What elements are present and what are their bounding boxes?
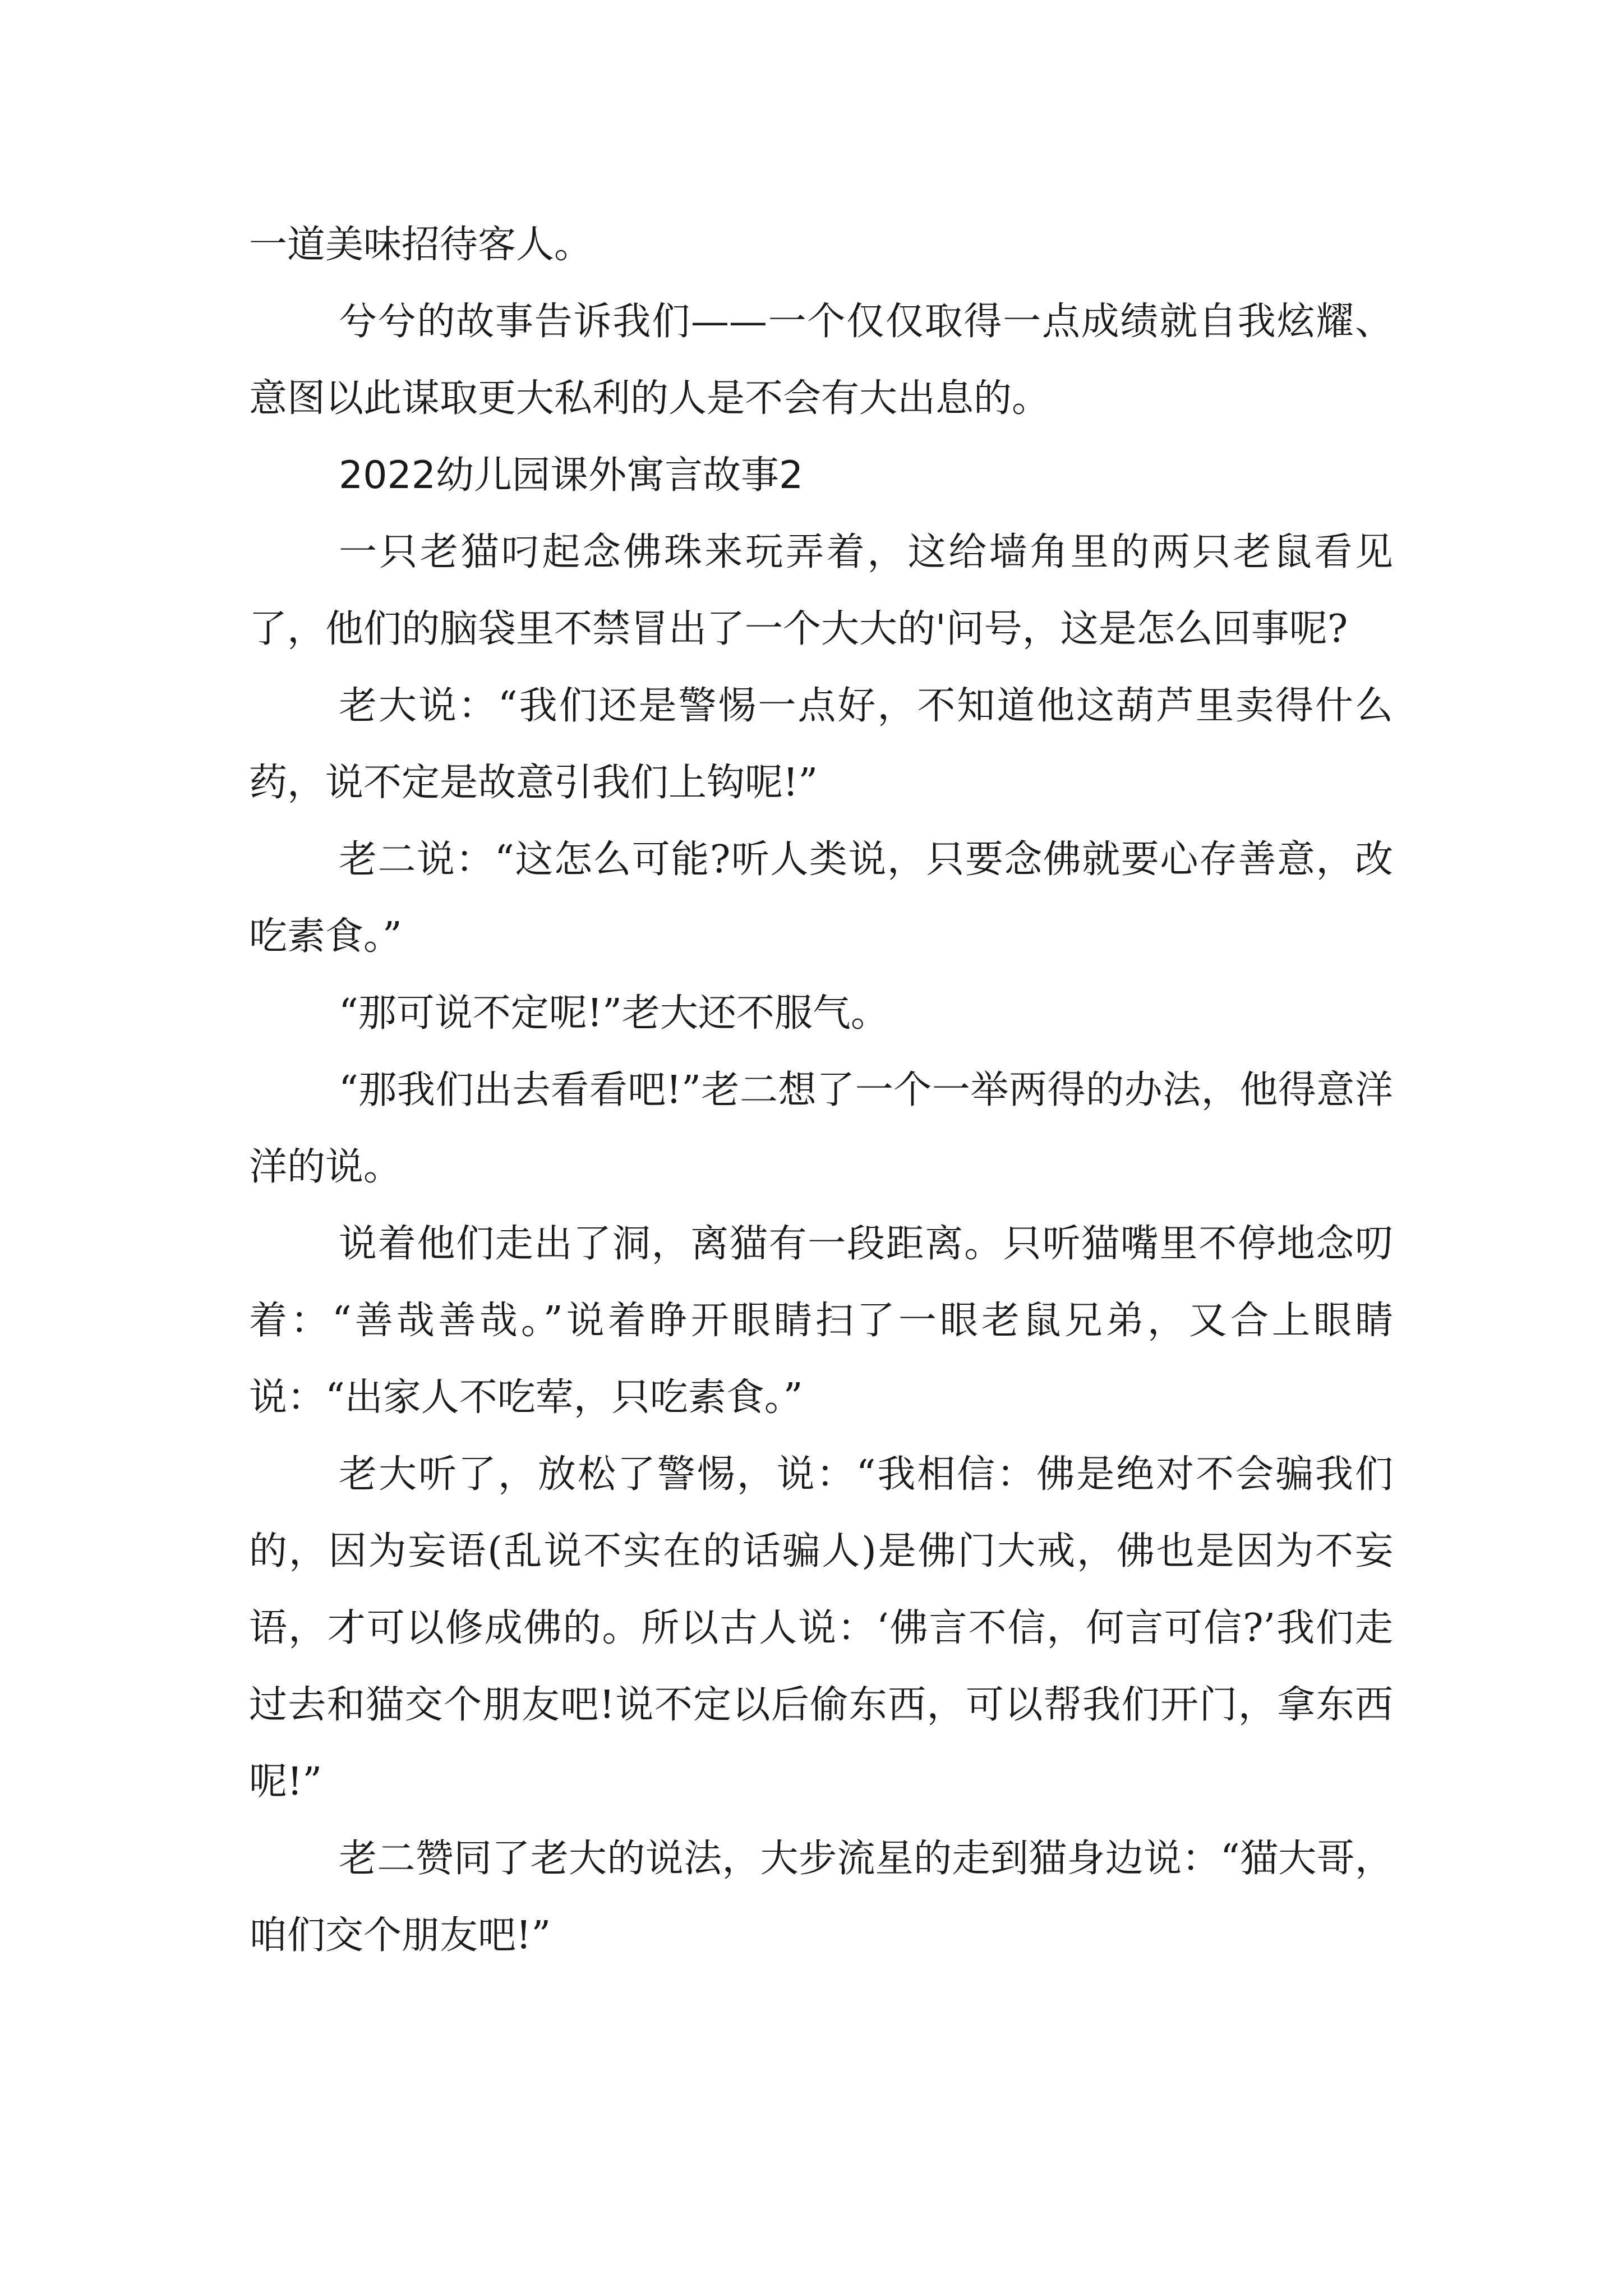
paragraph: “那我们出去看看吧!”老二想了一个一举两得的办法，他得意洋洋的说。 [249,1068,1393,1189]
paragraph: “那可说不定呢!”老大还不服气。 [339,991,889,1036]
paragraph: 兮兮的故事告诉我们——一个仅仅取得一点成绩就自我炫耀、意图以此谋取更大私利的人是不会有大出息的。 [249,300,1393,421]
document-body [249,206,1393,1974]
paragraph: 说着他们走出了洞，离猫有一段距离。只听猫嘴里不停地念叨着：“善哉善哉。”说着睁开眼睛扫了一眼老鼠兄弟，又合上眼睛说：“出家人不吃荤，只吃素食。” [249,1222,1393,1420]
paragraph: 老大听了，放松了警惕，说：“我相信：佛是绝对不会骗我们的，因为妄语(乱说不实在的话骗人)是佛门大戒，佛也是因为不妄语，才可以修成佛的。所以古人说：‘佛言不信，何言可信?’我们走过去和猫交个朋友吧!说不定以后偷东西，可以帮我们开门，拿东西呢!” [249,1452,1393,1804]
paragraph: 老大说：“我们还是警惕一点好，不知道他这葫芦里卖得什么药，说不定是故意引我们上钩呢!” [249,684,1393,805]
paragraph: 老二赞同了老大的说法，大步流星的走到猫身边说：“猫大哥，咱们交个朋友吧!” [249,1837,1394,1958]
paragraph: 一道美味招待客人。 [249,223,593,267]
section-heading: 2022幼儿园课外寓言故事2 [339,453,804,498]
paragraph: 老二说：“这怎么可能?听人类说，只要念佛就要心存善意，改吃素食。” [249,838,1393,959]
paragraph: 一只老猫叼起念佛珠来玩弄着，这给墙角里的两只老鼠看见了，他们的脑袋里不禁冒出了一个大大的'问号，这是怎么回事呢? [249,530,1393,651]
